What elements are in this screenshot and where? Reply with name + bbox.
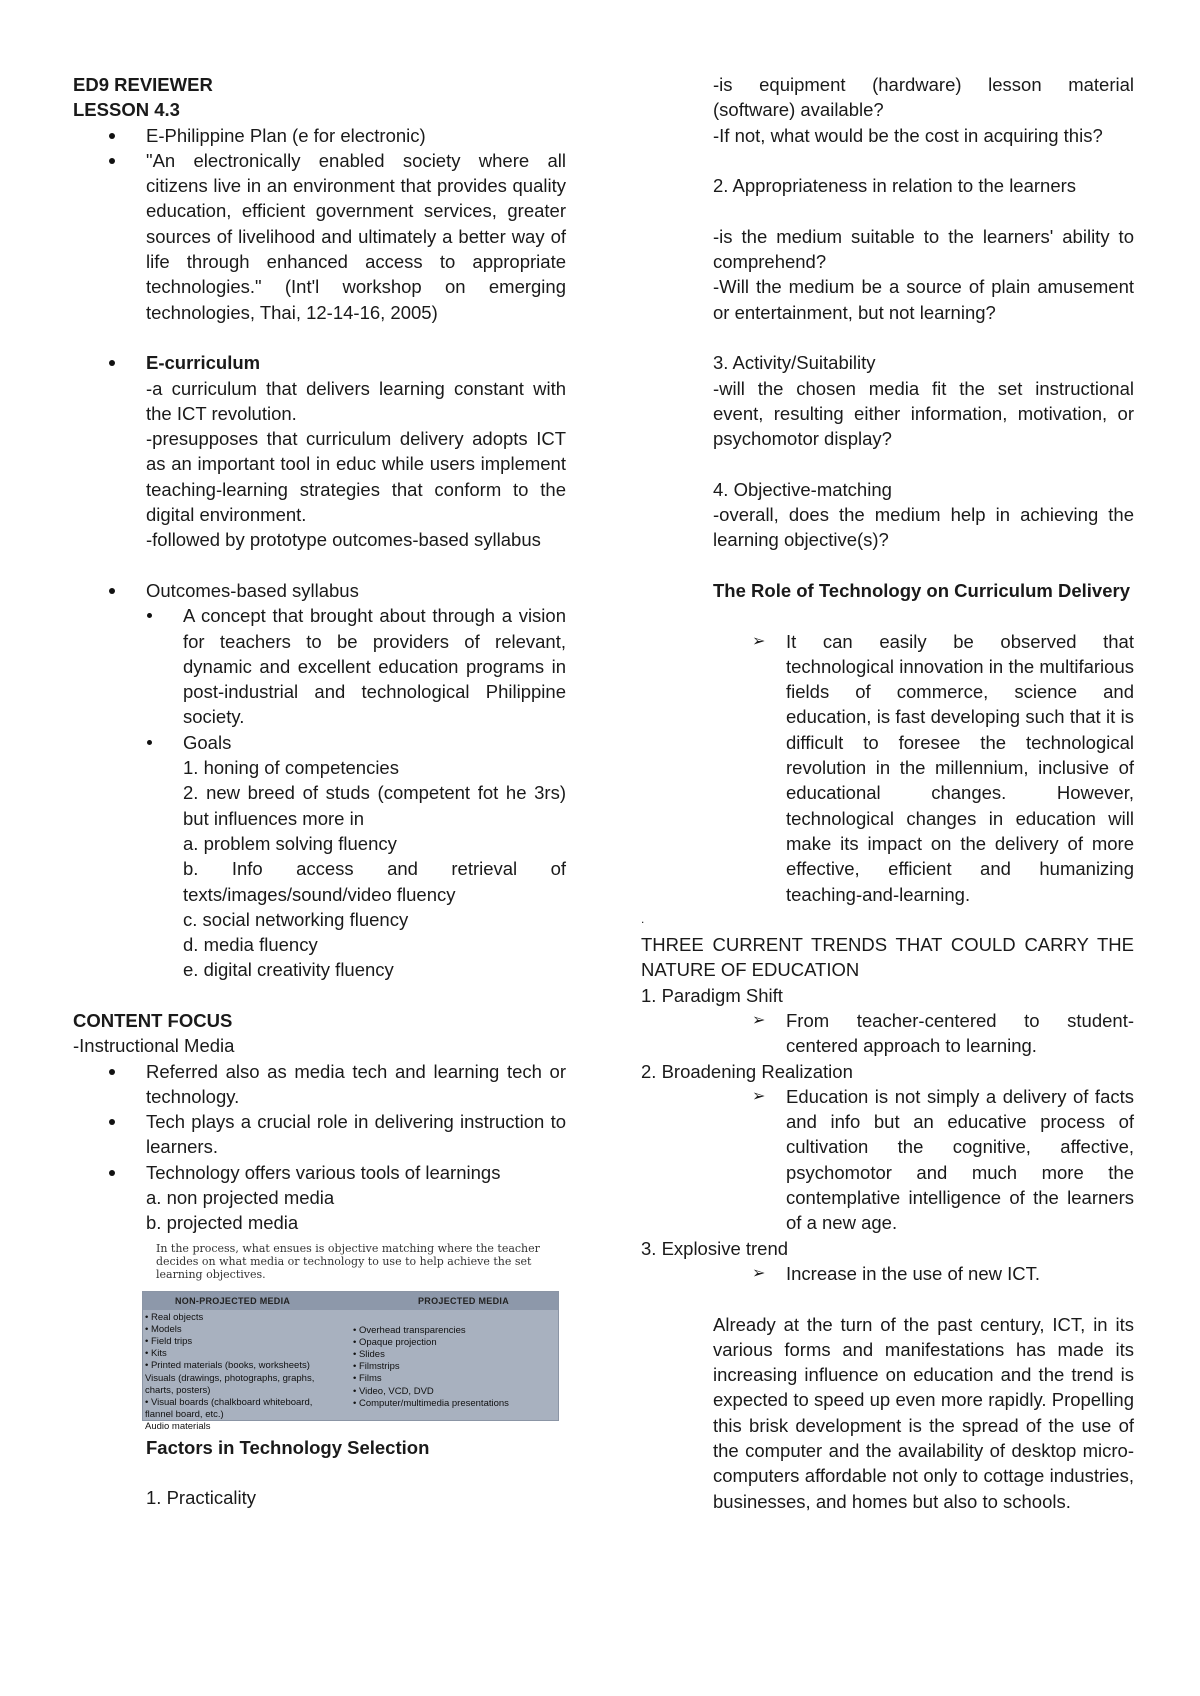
arrow-bullet-icon: ➢ (752, 1011, 766, 1029)
ecurriculum-presupposes: -presupposes that curriculum delivery adopts ICT as an important tool in educ while users implement teaching-learning strategies that conform to the digital environment. (146, 428, 566, 526)
objective-q1: -overall, does the medium help in achieving the learning objective(s)? (713, 504, 1134, 551)
role-heading: The Role of Technology on Curriculum Delivery (713, 579, 1130, 601)
trends-heading: THREE CURRENT TRENDS THAT COULD CARRY THE NATURE OF EDUCATION (641, 934, 1134, 981)
figure-caption: In the process, what ensues is objective matching where the teacher decides on what media or technology to use to help achieve the set learning objectives. (156, 1241, 540, 1281)
quote-text: "An electronically enabled society where all citizens live in an environment that provides quality education, efficient government services, greater sources of livelihood and ultimately a better way of life through enhanced access to appropriate technologies." (Int'l workshop on emerging technologies, Thai, 12-14-16, 2005) (146, 149, 566, 323)
table-cell: flannel board, etc.) (145, 1409, 224, 1421)
table-cell: • Opaque projection (353, 1336, 437, 1348)
non-projected-items (145, 1312, 345, 1434)
bullet-icon (109, 1069, 115, 1075)
arrow-bullet-icon: ➢ (752, 1264, 766, 1282)
trend-text: Increase in the use of new ICT. (786, 1262, 1040, 1284)
bullet-text: Technology offers various tools of learnings (146, 1161, 501, 1183)
ecurriculum-followed: -followed by prototype outcomes-based syllabus (146, 529, 541, 551)
bullet-icon (109, 1170, 115, 1176)
media-figure (142, 1241, 562, 1433)
goal-item: 2. new breed of studs (competent fot he 3rs) but influences more in (183, 782, 566, 829)
list-item (73, 578, 566, 603)
appropriateness-q2: -Will the medium be a source of plain amusement or entertainment, but not learning? (713, 276, 1134, 323)
trend-item (641, 1008, 1134, 1059)
goal-item: e. digital creativity fluency (183, 959, 394, 981)
table-cell: • Visual boards (chalkboard whiteboard, (145, 1397, 313, 1409)
table-cell: • Computer/multimedia presentations (353, 1397, 509, 1409)
goal-item: a. problem solving fluency (183, 832, 397, 854)
goal-item: 1. honing of competencies (183, 757, 399, 779)
list-item (73, 350, 566, 552)
header-non-projected: NON-PROJECTED MEDIA (175, 1295, 291, 1306)
role-text: It can easily be observed that technological innovation in the multifarious fields of commerce, science and education, is fast developing such that it is difficult to foresee the technological revolution in the millennium, inclusive of educational changes. However, technological changes in education will make its impact on the delivery of more effective, efficient and humanizing teaching-and-learning. (786, 630, 1134, 905)
trend-item (641, 1084, 1134, 1236)
table-cell: • Printed materials (books, worksheets) (145, 1360, 310, 1372)
bullet-icon (109, 588, 115, 594)
left-column (73, 72, 566, 1511)
ecurriculum-list (73, 350, 566, 552)
factor-objective: 4. Objective-matching (713, 478, 892, 500)
goal-item: d. media fluency (183, 934, 318, 956)
table-cell: • Kits (145, 1348, 167, 1360)
ecurriculum-def: -a curriculum that delivers learning constant with the ICT revolution. (146, 377, 566, 424)
table-cell: • Films (353, 1373, 382, 1385)
table-cell: • Overhead transparencies (353, 1324, 466, 1336)
bullet-text: Referred also as media tech and learning tech or technology. (146, 1060, 566, 1107)
factor-activity: 3. Activity/Suitability (713, 352, 876, 374)
trend-text: Education is not simply a delivery of facts and info but an educative process of cultivation the cognitive, affective, psychomotor and much more the contemplative intelligence of the learners of a new age. (786, 1085, 1134, 1234)
bullet-text: E-Philippine Plan (e for electronic) (146, 124, 426, 146)
content-focus-list (73, 1059, 566, 1236)
factors-continued (641, 72, 1134, 603)
bullet-text: Tech plays a crucial role in delivering instruction to learners. (146, 1111, 566, 1158)
closing-paragraph: Already at the turn of the past century, ICT, in its various forms and manifestations has made its increasing influence on education and the trend is expected to speed up even more rapidly. Propelling this brisk development is the spread of the use of the computer and the availability of desktop micro-computers affordable not only to cottage industries, businesses, and homes but also to schools. (713, 1313, 1134, 1512)
bullet-icon (147, 613, 152, 618)
factor-appropriateness: 2. Appropriateness in relation to the learners (713, 175, 1077, 197)
goal-item: c. social networking fluency (183, 908, 409, 930)
obs-list (73, 578, 566, 983)
goal-item: b. Info access and retrieval of texts/images/sound/video fluency (183, 858, 566, 905)
arrow-bullet-icon: ➢ (752, 1087, 766, 1105)
list-item (73, 730, 566, 983)
table-cell: • Models (145, 1323, 182, 1335)
content-focus-heading: CONTENT FOCUS (73, 1009, 233, 1031)
factor-practicality: 1. Practicality (146, 1487, 257, 1509)
goals-heading: Goals (183, 731, 232, 753)
arrow-bullet-icon: ➢ (752, 632, 766, 650)
practicality-q1: -is equipment (hardware) lesson material (software) available? (713, 74, 1134, 121)
table-cell: • Video, VCD, DVD (353, 1385, 434, 1397)
right-column (641, 72, 1134, 1514)
obs-heading: Outcomes-based syllabus (146, 579, 359, 601)
appropriateness-q1: -is the medium suitable to the learners' ability to comprehend? (713, 225, 1134, 273)
table-cell: • Real objects (145, 1311, 204, 1323)
projected-items (353, 1325, 553, 1410)
media-table (142, 1291, 559, 1433)
bullet-icon (109, 133, 115, 139)
table-cell: • Slides (353, 1349, 385, 1361)
trend-item (641, 1261, 1134, 1286)
media-type: a. non projected media (146, 1187, 335, 1209)
role-item (641, 629, 1134, 907)
trend-heading: 1. Paradigm Shift (641, 984, 783, 1006)
list-item (73, 1160, 566, 1236)
header-projected: PROJECTED MEDIA (418, 1295, 510, 1306)
factors-heading: Factors in Technology Selection (146, 1436, 430, 1458)
activity-q1: -will the chosen media fit the set instructional event, resulting either information, motivation, or psychomotor display? (713, 377, 1134, 450)
document-title: ED9 REVIEWER (73, 74, 213, 95)
trend-text: From teacher-centered to student-centered approach to learning. (786, 1009, 1134, 1057)
intro-list (73, 123, 566, 325)
table-header (143, 1292, 558, 1310)
trend-heading: 3. Explosive trend (641, 1237, 789, 1259)
bullet-icon (147, 740, 152, 745)
list-item (73, 603, 566, 729)
content-focus-sub: -Instructional Media (73, 1035, 235, 1057)
separator-dot: . (641, 911, 645, 926)
table-cell: Audio materials (145, 1421, 211, 1433)
table-cell: • Filmstrips (353, 1361, 400, 1373)
list-item (73, 148, 566, 325)
trend-heading: 2. Broadening Realization (641, 1060, 853, 1082)
list-item (73, 1109, 566, 1160)
media-type: b. projected media (146, 1212, 299, 1234)
practicality-q2: -If not, what would be the cost in acquiring this? (713, 124, 1103, 146)
table-cell: charts, posters) (145, 1384, 211, 1396)
list-item (73, 123, 566, 148)
bullet-icon (109, 158, 115, 164)
lesson-heading: LESSON 4.3 (73, 99, 180, 121)
table-cell: Visuals (drawings, photographs, graphs, (145, 1372, 315, 1384)
ecurriculum-heading: E-curriculum (146, 352, 261, 374)
obs-concept: A concept that brought about through a vision for teachers to be providers of relevant, dynamic and excellent education programs in post-industrial and technological Philippine society. (183, 605, 566, 728)
table-cell: • Field trips (145, 1336, 193, 1348)
bullet-icon (109, 1119, 115, 1125)
bullet-icon (109, 360, 115, 366)
list-item (73, 1059, 566, 1110)
